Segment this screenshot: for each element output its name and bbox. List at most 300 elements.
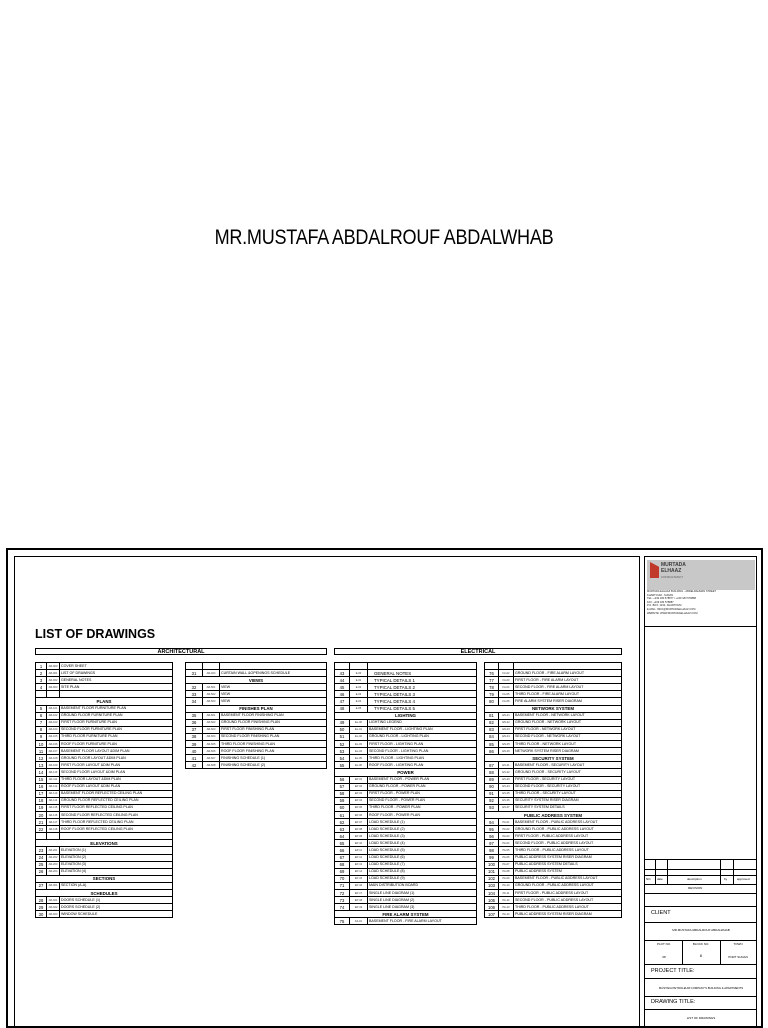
sheet-number: 50 [335, 726, 350, 733]
drawing-title: PUBLIC ADDRESS SYSTEM DETAILS [514, 861, 622, 868]
drawing-row [36, 790, 173, 797]
sheet-number: 106 [485, 904, 499, 911]
drawing-title: FIRST FLOOR - LIGHTING PLAN [368, 741, 477, 748]
sheet-number: 70 [335, 875, 350, 882]
drawing-title: LIST OF DRAWINGS [60, 670, 173, 677]
drawing-code: EP-19 [350, 904, 368, 911]
drawing-row [186, 712, 327, 719]
drawing-code: ES-02 [499, 769, 514, 776]
drawing-code: EP-11 [350, 847, 368, 854]
sheet-number: 101 [485, 868, 499, 875]
sheet-number: 66 [335, 847, 350, 854]
sheet-number: 60 [335, 804, 350, 811]
sheet-number: 13 [36, 762, 47, 769]
drawing-row [335, 897, 477, 904]
drawing-row [36, 797, 173, 804]
drawing-code: EP-04 [350, 797, 368, 804]
architectural-table-2 [185, 662, 327, 769]
sheet-number: 28 [36, 897, 47, 904]
drawing-code: EP-08 [350, 826, 368, 833]
drawing-title: GROUND FLOOR - SECURITY LAYOUT [514, 769, 622, 776]
drawing-title: DOORS SCHEDULE (2) [60, 904, 173, 911]
drawing-title: FIRST FLOOR - NETWORK LAYOUT [514, 726, 622, 733]
drawing-title: SECOND FLOOR - SECURITY LAYOUT [514, 783, 622, 790]
drawing-code: AR-204 [47, 868, 60, 875]
drawing-title: THIRD FLOOR - PUBLIC ADDRESS LAYOUT [514, 847, 622, 854]
drawing-code: AR-301 [47, 882, 60, 889]
drawing-code: PA-06 [499, 854, 514, 861]
subsection-heading: VIEWS [186, 677, 327, 684]
drawing-title: CURTAIN WALL &OPENINGS SCHEDULE [220, 670, 327, 677]
sheet-number: 31 [186, 670, 203, 677]
drawing-row [36, 748, 173, 755]
drawing-title: ROOF FLOOR FURNITURE PLAN [60, 741, 173, 748]
drawing-row [186, 755, 327, 762]
drawing-row [485, 797, 622, 804]
drawing-row [485, 875, 622, 882]
sheet-number: 49 [335, 719, 350, 726]
drawing-row [485, 826, 622, 833]
drawing-row [36, 684, 173, 691]
drawing-title: THIRD FLOOR FINISHING PLAN [220, 741, 327, 748]
sheet-number: 59 [335, 797, 350, 804]
sheet-number: 81 [485, 712, 499, 719]
drawing-row [485, 741, 622, 748]
drawing-row [335, 811, 477, 818]
drawing-title: SECOND FLOOR - LIGHTING PLAN [368, 748, 477, 755]
drawing-title: GROUND FLOOR - LIGHTING PLAN [368, 733, 477, 740]
drawing-code: PA-03 [499, 833, 514, 840]
drawing-row [335, 748, 477, 755]
drawing-code: EP-18 [350, 897, 368, 904]
drawing-row [36, 826, 173, 833]
drawing-title: FIRST FLOOR LAYOUT &DIM PLAN [60, 762, 173, 769]
drawing-title: BASEMENT FLOOR FINISHING PLAN [220, 712, 327, 719]
drawing-title: LOAD SCHEDULE (5) [368, 847, 477, 854]
drawing-row [485, 911, 622, 918]
sheet-number: 48 [335, 705, 350, 712]
sheet-number: 96 [485, 833, 499, 840]
drawing-title: ROOF FLOOR - LIGHTING PLAN [368, 762, 477, 769]
drawing-code: AR-607 [203, 755, 220, 762]
drawing-row [485, 712, 622, 719]
sheet-number: 18 [36, 797, 47, 804]
drawing-code: AR-106 [47, 741, 60, 748]
sheet-number: 36 [186, 719, 203, 726]
sheet-number: 72 [335, 890, 350, 897]
section-header-electrical: ELECTRICAL [334, 648, 622, 655]
subsection-heading: SECURITY SYSTEM [485, 755, 622, 762]
drawing-title: THIRD FLOOR - POWER PLAN [368, 804, 477, 811]
drawing-title: BASEMENT FLOOR FURNITURE PLAN [60, 705, 173, 712]
electrical-table-2 [484, 662, 622, 918]
drawing-row [335, 790, 477, 797]
drawing-code: FA-02 [499, 670, 514, 677]
drawing-title: BASEMENT FLOOR - NETWORK LAYOUT [514, 712, 622, 719]
subsection-heading: PLANS [36, 698, 173, 705]
drawing-row [36, 911, 173, 918]
drawing-code: EP-16 [350, 882, 368, 889]
drawing-title: FIRST FLOOR - SECURITY LAYOUT [514, 776, 622, 783]
sheet-number: 20 [36, 811, 47, 818]
drawing-title: LOAD SCHEDULE (7) [368, 861, 477, 868]
drawing-row [36, 904, 173, 911]
rev-header-description: description [687, 877, 702, 881]
drawing-row [36, 705, 173, 712]
drawing-code: AR-401 [47, 897, 60, 904]
drawing-code: PA-14 [499, 911, 514, 918]
drawing-title: BASEMENT FLOOR - PUBLIC ADDRESS LAYOUT [514, 875, 622, 882]
drawing-title: TYPICAL DETAILS 1 [368, 677, 477, 684]
drawing-row [485, 776, 622, 783]
drawing-title: SECOND FLOOR - PUBLIC ADDRESS LAYOUT [514, 897, 622, 904]
subsection-heading: NETWORK SYSTEM [485, 705, 622, 712]
drawing-title: SECOND FLOOR - POWER PLAN [368, 797, 477, 804]
drawing-code: AR-608 [203, 762, 220, 769]
rev-col-line [720, 859, 721, 884]
drawing-code [47, 833, 60, 840]
drawing-title: ELEVATION (4) [60, 868, 173, 875]
drawing-row [36, 776, 173, 783]
drawing-title: THIRD FLOOR LAYOUT &DIM PLAN [60, 776, 173, 783]
drawing-title: LOAD SCHEDULE (2) [368, 826, 477, 833]
drawing-title: WINDOW SCHEDULE [60, 911, 173, 918]
drawing-code: AR-603 [203, 726, 220, 733]
drawing-code: AR-109 [47, 762, 60, 769]
drawing-row [36, 804, 173, 811]
title-block-divider [644, 884, 757, 885]
drawing-title: VIEW [220, 698, 327, 705]
drawing-title: PUBLIC ADDRESS SYSTEM RISER DIAGRAM [514, 854, 622, 861]
drawing-title: LOAD SCHEDULE (8) [368, 868, 477, 875]
drawing-row [186, 726, 327, 733]
sheet-number: 34 [186, 698, 203, 705]
drawing-title: SECOND FLOOR - NETWORK LAYOUT [514, 733, 622, 740]
sheet-number: 93 [485, 804, 499, 811]
drawing-row [335, 890, 477, 897]
drawing-code: AR-402 [47, 904, 60, 911]
drawing-code: AR-203 [47, 861, 60, 868]
drawing-title [60, 691, 173, 698]
drawing-title [368, 663, 477, 670]
drawing-code: EL-06 [350, 762, 368, 769]
drawing-title: SECOND FLOOR FINISHING PLAN [220, 733, 327, 740]
sheet-number: 76 [485, 670, 499, 677]
sheet-number [36, 833, 47, 840]
drawing-code: AR-113 [47, 790, 60, 797]
drawing-row [485, 890, 622, 897]
subsection-heading: PUBLIC ADDRESS SYSTEM [485, 811, 622, 818]
drawing-row [36, 833, 173, 840]
sheet-number: 77 [485, 677, 499, 684]
drawing-code: EN-03 [499, 726, 514, 733]
drawing-row [485, 663, 622, 670]
drawing-title: SINGLE LINE DIAGRAM (2) [368, 897, 477, 904]
drawing-code: FA-06 [499, 698, 514, 705]
drawing-code: AR-606 [203, 748, 220, 755]
drawing-row [36, 861, 173, 868]
subsection-heading: LIGHTING [335, 712, 477, 719]
title-block-divider [644, 906, 757, 907]
drawing-code: E-02 [350, 684, 368, 691]
drawing-row [36, 811, 173, 818]
drawing-title: SINGLE LINE DIAGRAM (3) [368, 904, 477, 911]
drawing-code: AR-107 [47, 748, 60, 755]
drawing-title: ROOF FLOOR REFLECTED CEILING PLAN [60, 826, 173, 833]
drawing-code: AR-503 [203, 698, 220, 705]
sheet-number: 58 [335, 790, 350, 797]
drawing-row [485, 882, 622, 889]
drawing-row [335, 904, 477, 911]
sheet-number: 40 [186, 748, 203, 755]
sheet-number: 24 [36, 854, 47, 861]
drawing-row [335, 797, 477, 804]
drawing-code: AR-003 [47, 684, 60, 691]
drawing-title: VIEW [220, 684, 327, 691]
drawing-row [335, 726, 477, 733]
sheet-number: 53 [335, 748, 350, 755]
sheet-number: 3 [36, 677, 47, 684]
sheet-number: 41 [186, 755, 203, 762]
sheet-number: 99 [485, 854, 499, 861]
drawing-code: EP-14 [350, 868, 368, 875]
sheet-number: 103 [485, 882, 499, 889]
drawing-title: SITE PLAN [60, 684, 173, 691]
sheet-number [186, 663, 203, 670]
address-line: TEL: +249 183 578877 / +249 183 579888 [647, 597, 696, 601]
drawing-code: PA-12 [499, 897, 514, 904]
subsection-heading: FINISHES PLAN [186, 705, 327, 712]
title-block-divider [644, 996, 757, 997]
sheet-number: 23 [36, 847, 47, 854]
sheet-number: 57 [335, 783, 350, 790]
drawing-row [186, 733, 327, 740]
drawing-code: AR-116 [47, 811, 60, 818]
sheet-number: 97 [485, 840, 499, 847]
drawing-code: AR-117 [47, 819, 60, 826]
title-block-divider [644, 964, 757, 965]
drawing-title: THIRD FLOOR - LIGHTING PLAN [368, 755, 477, 762]
sheet-number: 79 [485, 691, 499, 698]
drawing-title: GROUND FLOOR - PUBLIC ADDRESS LAYOUT [514, 882, 622, 889]
drawing-row [335, 663, 477, 670]
drawing-row [485, 726, 622, 733]
drawing-code: EP-13 [350, 861, 368, 868]
sheet-number: 85 [485, 741, 499, 748]
address-line: P.O. BOX: 1234, KHARTOUM [647, 604, 682, 608]
sheet-number [335, 663, 350, 670]
drawing-row [335, 854, 477, 861]
sheet-number: 16 [36, 783, 47, 790]
drawing-title: LIST OF DRAWINGS [686, 1016, 716, 1020]
drawing-code: ES-03 [499, 776, 514, 783]
drawing-title: FIRST FLOOR - FIRE ALARM LAYOUT [514, 677, 622, 684]
drawing-row [335, 733, 477, 740]
drawing-code: EP-03 [350, 790, 368, 797]
sheet-number: 107 [485, 911, 499, 918]
subsection-row [36, 890, 173, 897]
drawing-row [186, 698, 327, 705]
drawing-code: ES-07 [499, 804, 514, 811]
drawing-code: EP-06 [350, 811, 368, 818]
drawing-code: AR-112 [47, 783, 60, 790]
drawing-code: AR-502 [203, 691, 220, 698]
drawing-title: TYPICAL DETAILS 4 [368, 698, 477, 705]
drawing-row [186, 670, 327, 677]
drawing-row [485, 804, 622, 811]
sheet-number: 43 [335, 670, 350, 677]
drawing-row [335, 783, 477, 790]
drawing-row [485, 670, 622, 677]
drawing-code [47, 691, 60, 698]
drawing-title [60, 833, 173, 840]
drawing-code: FA-04 [499, 684, 514, 691]
drawing-code: AR-111 [47, 776, 60, 783]
drawing-title: FIRST FLOOR FURNITURE PLAN [60, 719, 173, 726]
drawing-row [335, 705, 477, 712]
sheet-number: 4 [36, 684, 47, 691]
subsection-row [485, 811, 622, 818]
company-address [647, 590, 755, 615]
drawing-title: SECOND FLOOR REFLECTED CEILING PLAN [60, 811, 173, 818]
subsection-row [36, 875, 173, 882]
drawing-code: EN-04 [499, 733, 514, 740]
drawing-row [335, 719, 477, 726]
drawing-row [335, 670, 477, 677]
drawing-title: FIRST FLOOR REFLECTED CEILING PLAN [60, 804, 173, 811]
title-block-divider [644, 893, 757, 894]
drawing-code: PA-07 [499, 861, 514, 868]
drawing-code: EP-07 [350, 819, 368, 826]
rev-col-line [733, 859, 734, 884]
project-title: MUSTAFA PETROLEUM COMPANY'S BUILDING & APARTMENTS [658, 986, 744, 990]
sheet-number: 32 [186, 684, 203, 691]
plot-value: 08 [662, 955, 666, 959]
drawing-code: PA-13 [499, 904, 514, 911]
sheet-number: 92 [485, 797, 499, 804]
subsection-row [186, 705, 327, 712]
drawing-row [36, 762, 173, 769]
drawing-title: GROUND FLOOR - PUBLIC ADDRESS LAYOUT [514, 826, 622, 833]
sheet-number: 95 [485, 826, 499, 833]
drawing-code: EL-04 [350, 748, 368, 755]
architectural-table-1 [35, 662, 173, 918]
drawing-row [485, 819, 622, 826]
sheet-number: 88 [485, 769, 499, 776]
sheet-number: 68 [335, 861, 350, 868]
drawing-title: FIRE ALARM SYSTEM RISER DIAGRAM [514, 698, 622, 705]
sheet-number: 14 [36, 769, 47, 776]
drawing-row [36, 733, 173, 740]
sheet-number: 65 [335, 840, 350, 847]
drawing-title: THIRD FLOOR REFLECTED CEILING PLAN [60, 819, 173, 826]
drawing-code: PA-11 [499, 890, 514, 897]
sheet-number: 38 [186, 733, 203, 740]
title-block-divider [644, 940, 757, 941]
sheet-number: 69 [335, 868, 350, 875]
plot-header: PLOT NO. [657, 942, 671, 946]
sheet-number: 1 [36, 663, 47, 670]
drawing-code: FA-05 [499, 691, 514, 698]
sheet-number [485, 663, 499, 670]
electrical-table-1 [334, 662, 477, 925]
drawing-code: EP-10 [350, 840, 368, 847]
address-line: FAX: +249 183 578887 [647, 600, 674, 604]
sheet-number: 91 [485, 790, 499, 797]
sheet-number: 62 [335, 819, 350, 826]
drawing-row [485, 897, 622, 904]
rev-header-approved: approved [737, 877, 750, 881]
drawing-code: E-04 [350, 698, 368, 705]
drawing-code: AR-115 [47, 804, 60, 811]
drawing-row [36, 868, 173, 875]
drawing-row [335, 826, 477, 833]
drawing-title: ELEVATION (2) [60, 854, 173, 861]
project-title-label: PROJECT TITLE: [651, 968, 695, 974]
section-header-architectural: ARCHITECTURAL [35, 648, 327, 655]
sheet-number: 64 [335, 833, 350, 840]
drawing-row [186, 684, 327, 691]
subsection-row [36, 698, 173, 705]
subsection-row [485, 755, 622, 762]
sheet-number: 25 [36, 861, 47, 868]
drawing-row [36, 847, 173, 854]
drawing-code: AR-605 [203, 741, 220, 748]
drawing-code: ES-06 [499, 797, 514, 804]
sheet-number: 17 [36, 790, 47, 797]
drawing-title: THIRD FLOOR FURNITURE PLAN [60, 733, 173, 740]
drawing-title: BASEMENT FLOOR - POWER PLAN [368, 776, 477, 783]
drawing-title: DOORS SCHEDULE (1) [60, 897, 173, 904]
rev-header-by: by [724, 877, 728, 881]
town-header: TOWN [733, 942, 743, 946]
drawing-row [186, 748, 327, 755]
drawing-code: PA-01 [499, 819, 514, 826]
drawing-title: ROOF FLOOR FINISHING PLAN [220, 748, 327, 755]
drawing-row [335, 833, 477, 840]
drawing-row [36, 691, 173, 698]
drawing-code: AR-001 [47, 670, 60, 677]
company-name: MURTADA ELHAAZ [661, 562, 686, 574]
drawing-row [36, 677, 173, 684]
drawing-row [335, 684, 477, 691]
sheet-number: 94 [485, 819, 499, 826]
drawing-code: EP-01 [350, 776, 368, 783]
drawing-row [36, 854, 173, 861]
drawing-code: EL-01 [350, 726, 368, 733]
sheet-number: 8 [36, 726, 47, 733]
drawing-title: GROUND FLOOR FURNITURE PLAN [60, 712, 173, 719]
sheet-number: 105 [485, 897, 499, 904]
drawing-title: LIGHTING LEGEND [368, 719, 477, 726]
drawing-title: LOAD SCHEDULE (4) [368, 840, 477, 847]
drawing-title: GROUND FLOOR - NETWORK LAYOUT [514, 719, 622, 726]
drawing-row [186, 762, 327, 769]
sheet-number: 73 [335, 897, 350, 904]
sheet-number [36, 691, 47, 698]
subsection-row [485, 705, 622, 712]
drawing-title: BASEMENT FLOOR - PUBLIC ADDRESS LAYOUT [514, 819, 622, 826]
drawing-title: GENERAL NOTES [368, 670, 477, 677]
drawing-code [350, 663, 368, 670]
drawing-code [499, 663, 514, 670]
drawing-code: PA-04 [499, 840, 514, 847]
drawing-row [186, 691, 327, 698]
sheet-number: 54 [335, 755, 350, 762]
drawing-code: AR-403 [47, 911, 60, 918]
drawing-row [485, 833, 622, 840]
town-value: PORT SUDAN [728, 955, 748, 959]
